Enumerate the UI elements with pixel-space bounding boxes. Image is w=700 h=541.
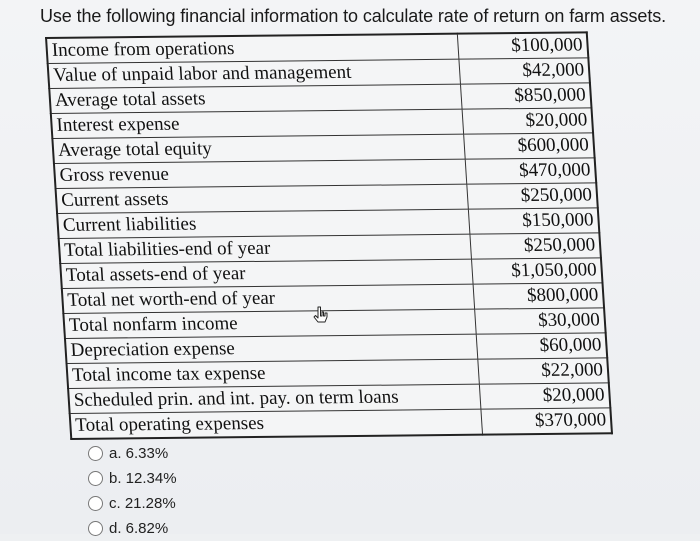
row-value: $1,050,000 [471,258,602,284]
radio-button[interactable] [88,446,103,461]
answer-option[interactable] [88,516,177,541]
radio-button[interactable] [88,496,103,511]
row-value: $20,000 [462,108,593,134]
pointer-cursor-icon [312,306,330,326]
row-value: $850,000 [460,83,591,109]
option-label: a. 6.33% [109,445,169,462]
row-value: $370,000 [481,408,612,435]
row-label: Income from operations [46,34,459,64]
row-value: $800,000 [473,283,604,309]
row-label: Average total equity [52,134,465,163]
row-value: $42,000 [459,58,590,84]
row-label: Total liabilities-end of year [59,234,472,263]
row-label: Interest expense [51,109,464,138]
question-text: Use the following financial information to calculate rate of return on farm assets. [40,6,667,26]
row-label: Average total assets [49,84,462,113]
row-label: Total operating expenses [70,409,483,439]
financial-info-table [45,31,613,440]
row-label: Gross revenue [54,159,467,188]
row-value: $30,000 [475,308,606,334]
row-value: $60,000 [476,333,607,359]
answer-option[interactable] [88,466,177,491]
row-value: $600,000 [464,133,595,159]
row-label: Total nonfarm income [63,309,476,338]
answer-option[interactable] [88,491,177,516]
row-label: Depreciation expense [65,334,478,363]
row-value: $22,000 [478,358,609,384]
row-label: Total income tax expense [67,359,480,388]
row-label: Total assets-end of year [60,259,473,288]
row-label: Total net worth-end of year [62,284,475,313]
answer-option[interactable] [88,441,177,466]
row-label: Value of unpaid labor and management [48,59,461,88]
row-value: $250,000 [470,233,601,259]
row-label: Scheduled prin. and int. pay. on term loans [68,384,481,413]
row-value: $470,000 [465,158,596,184]
row-value: $150,000 [468,208,599,234]
row-label: Current liabilities [57,209,470,238]
option-label: d. 6.82% [109,520,169,537]
row-value: $100,000 [457,32,588,59]
row-value: $250,000 [467,183,598,209]
row-label: Current assets [56,184,469,213]
radio-button[interactable] [88,471,103,486]
option-label: b. 12.34% [109,470,177,487]
answer-options [88,441,177,541]
table-row [70,408,612,439]
row-value: $20,000 [479,383,610,409]
option-label: c. 21.28% [109,495,176,512]
